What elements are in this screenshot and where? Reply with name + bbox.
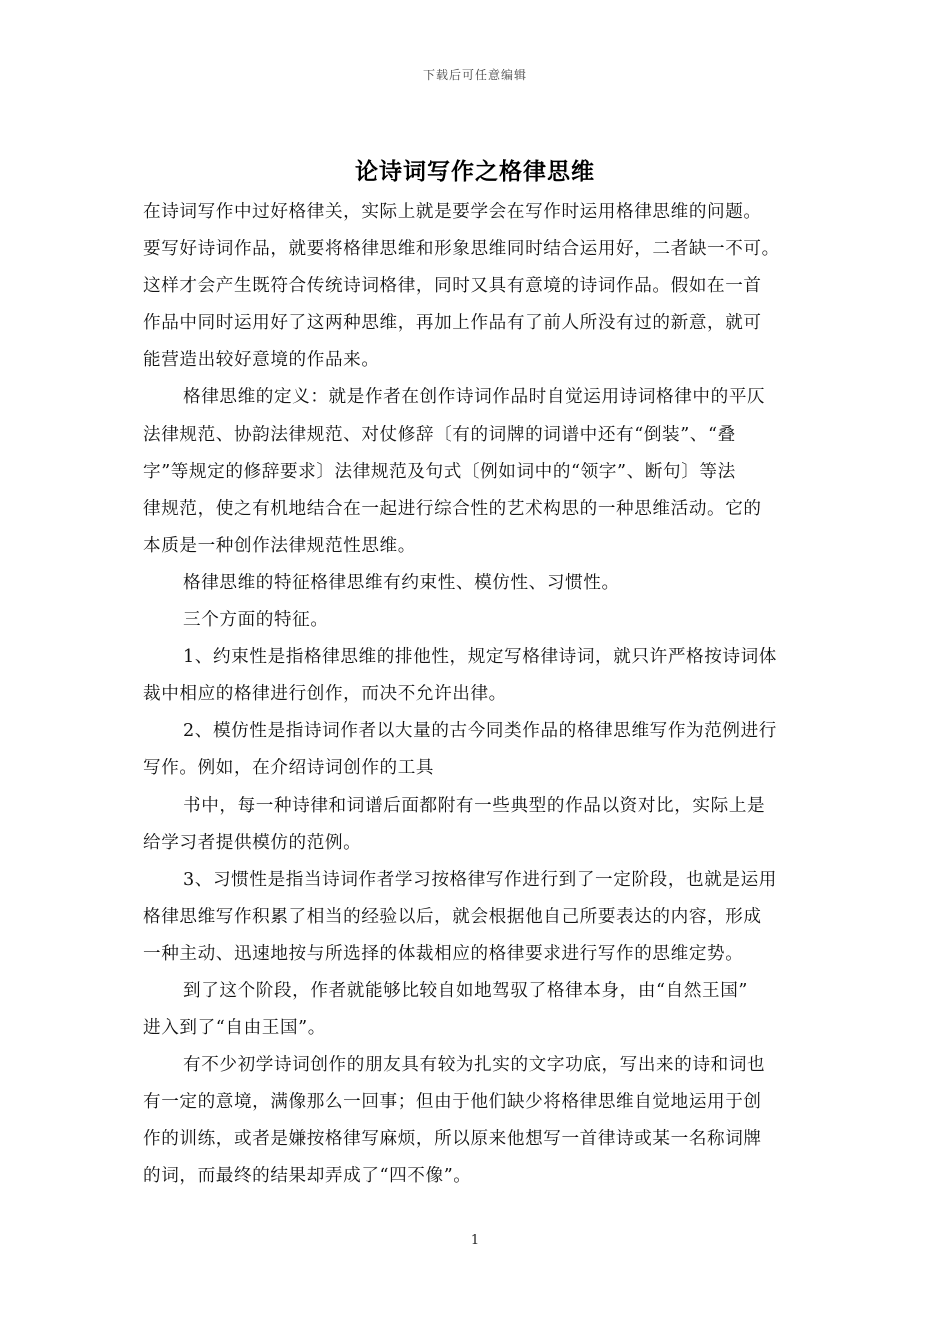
text-line: 能营造出较好意境的作品来。: [143, 350, 380, 371]
text-line: 在诗词写作中过好格律关，实际上就是要学会在写作时运用格律思维的问题。: [143, 202, 762, 222]
text-line: 作品中同时运用好了这两种思维，再加上作品有了前人所没有过的新意，就可: [143, 313, 762, 334]
text-line: 有一定的意境，满像那么一回事；但由于他们缺少将格律思维自觉地运用于创: [143, 1092, 762, 1113]
text-line: 本质是一种创作法律规范性思维。: [143, 535, 416, 556]
text-line: 2、模仿性是指诗词作者以大量的古今同类作品的格律思维写作为范例进行: [183, 721, 777, 742]
text-line: 一种主动、迅速地按与所选择的体裁相应的格律要求进行写作的思维定势。: [143, 943, 744, 964]
text-line: 法律规范、协韵法律规范、对仗修辞〔有的词牌的词谱中还有“倒装”、“叠: [143, 424, 736, 445]
text-line: 律规范，使之有机地结合在一起进行综合性的艺术构思的一种思维活动。它的: [143, 498, 762, 519]
text-line: 到了这个阶段，作者就能够比较自如地驾驭了格律本身，由“自然王国”: [183, 980, 749, 1001]
text-line: 的词，而最终的结果却弄成了“四不像”。: [143, 1166, 472, 1187]
text-line: 要写好诗词作品，就要将格律思维和形象思维同时结合运用好，二者缺一不可。: [143, 239, 780, 260]
text-line: 3、习惯性是指当诗词作者学习按格律写作进行到了一定阶段，也就是运用: [183, 869, 777, 890]
text-line: 格律思维的特征格律思维有约束性、模仿性、习惯性。: [183, 572, 620, 593]
text-line: 给学习者提供模仿的范例。: [143, 832, 362, 853]
text-line: 写作。例如，在介绍诗词创作的工具: [143, 758, 435, 779]
page-number: 1: [470, 1233, 480, 1248]
text-line: 1、约束性是指格律思维的排他性，规定写格律诗词，就只许严格按诗词体: [183, 647, 777, 668]
text-line: 三个方面的特征。: [183, 610, 329, 631]
document-body: [143, 194, 808, 1196]
text-line: 进入到了“自由王国”。: [143, 1018, 326, 1039]
text-line: 书中，每一种诗律和词谱后面都附有一些典型的作品以资对比，实际上是: [183, 795, 766, 816]
text-line: 作的训练，或者是嫌按格律写麻烦，所以原来他想写一首律诗或某一名称词牌: [143, 1129, 762, 1150]
text-line: 有不少初学诗词创作的朋友具有较为扎实的文字功底，写出来的诗和词也: [183, 1055, 766, 1076]
document-title: 论诗词写作之格律思维: [355, 158, 595, 185]
text-line: 裁中相应的格律进行创作，而决不允许出律。: [143, 684, 507, 705]
text-line: 格律思维的定义：就是作者在创作诗词作品时自觉运用诗词格律中的平仄: [183, 387, 766, 408]
text-line: 这样才会产生既符合传统诗词格律，同时又具有意境的诗词作品。假如在一首: [143, 276, 762, 297]
text-line: 格律思维写作积累了相当的经验以后，就会根据他自己所要表达的内容，形成: [143, 906, 762, 927]
text-line: 字”等规定的修辞要求〕法律规范及句式〔例如词中的“领字”、断句〕等法: [143, 461, 736, 482]
page-header: 下载后可任意编辑: [422, 68, 527, 82]
